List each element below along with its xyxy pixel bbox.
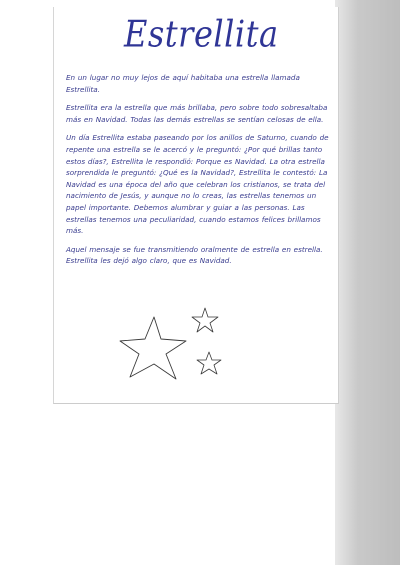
paragraph-5: Estrellita les dejó algo claro, que es Navidad. <box>66 256 232 266</box>
small-star-icon <box>192 308 218 332</box>
paper-sheet <box>53 7 339 404</box>
scan-shadow <box>335 0 400 565</box>
story-body <box>66 72 332 274</box>
paragraph-1: En un lugar no muy lejos de aquí habitaba una estrella llamada Estrellita. <box>66 73 300 94</box>
tiny-star-icon <box>197 352 221 374</box>
paragraph-2: Estrellita era la estrella que más brillaba, pero sobre todo sobresaltaba más en Navidad. Todas las demás estrellas se sentían celosas de ella. <box>66 103 328 124</box>
large-star-icon <box>120 317 186 379</box>
paragraph-4: Aquel mensaje se fue transmitiendo oralmente de estrella en estrella. <box>66 244 323 254</box>
paragraph-3: Un día Estrellita estaba paseando por los anillos de Saturno, cuando de repente una estrella se le acercó y le preguntó: ¿Por qué brillas tanto estos días?, Estrellita le respondió: Porque es Navidad. La otra estrella sorprendida le preguntó: ¿Qué es la Navidad?, Estrellita le contestó: La Navidad es una época del año que celebran los cristianos, se trata del nacimiento de Jesús, y aunque no lo creas, las estrellas tenemos un papel importante. Debemos alumbrar y guiar a las personas. Las estrellas tenemos una peculiaridad, cuando estamos felices brillamos más. <box>66 133 329 236</box>
story-title: Estrellita <box>124 12 279 56</box>
star-drawing <box>114 297 284 397</box>
